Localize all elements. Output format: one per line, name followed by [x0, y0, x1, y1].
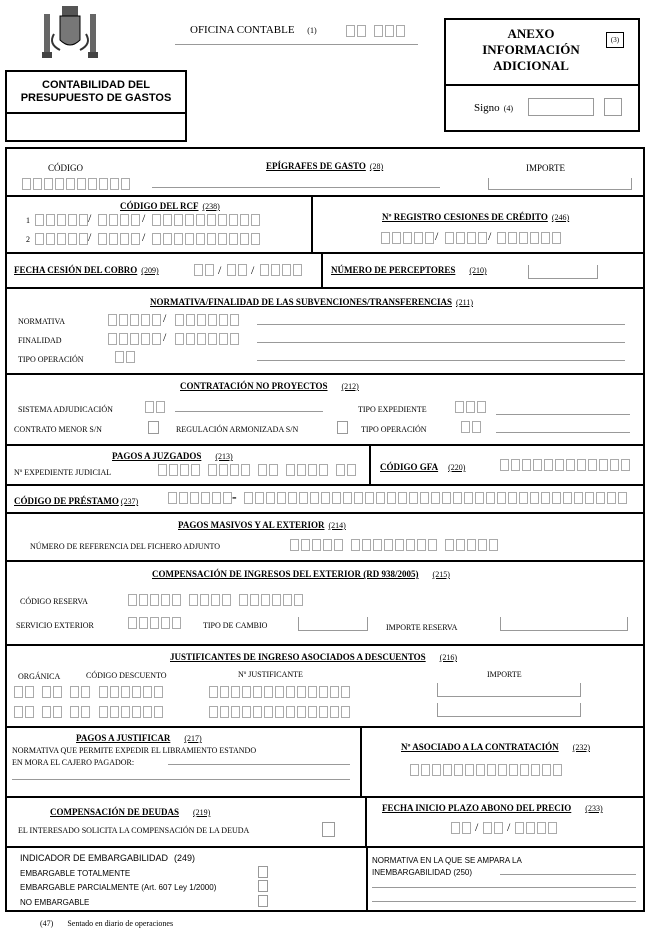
contabilidad-title: CONTABILIDAD DEL PRESUPUESTO DE GASTOS	[20, 79, 172, 104]
fecha-inicio-day[interactable]	[451, 822, 471, 834]
no-embargable-label: NO EMBARGABLE	[20, 898, 90, 907]
rcf-title: CÓDIGO DEL RCF (238)	[120, 201, 220, 211]
compensacion-deudas-title: COMPENSACIÓN DE DEUDAS (219)	[50, 807, 211, 817]
importe-reserva-label: IMPORTE RESERVA	[386, 623, 458, 632]
sistema-label: SISTEMA ADJUDICACIÓN	[18, 405, 113, 414]
normativa-label: NORMATIVA	[18, 317, 65, 326]
footer-note: (47) Sentado en diario de operaciones	[40, 919, 174, 928]
expediente-judicial-field[interactable]	[158, 464, 356, 476]
tipo-operacion-label: TIPO OPERACIÓN	[18, 355, 84, 364]
rcf-row1-c[interactable]	[152, 214, 260, 226]
justificante-label: Nº JUSTIFICANTE	[238, 670, 303, 679]
oficina-code-field[interactable]	[346, 25, 405, 37]
referencia-fichero-label: NÚMERO DE REFERENCIA DEL FICHERO ADJUNTO	[30, 542, 221, 551]
signo-check[interactable]	[604, 98, 622, 116]
cesiones-field-b[interactable]	[445, 232, 487, 244]
embargable-totalmente-check[interactable]	[258, 866, 268, 878]
epigrafes-importe-label: IMPORTE	[526, 163, 565, 173]
fecha-inicio-year[interactable]	[515, 822, 557, 834]
prestamo-field-b[interactable]	[244, 492, 627, 504]
gfa-field[interactable]	[500, 459, 630, 471]
epigrafes-codigo-label: CÓDIGO	[48, 163, 83, 173]
prestamo-field-a[interactable]	[168, 492, 232, 504]
justificantes-importe-row1[interactable]	[437, 683, 581, 697]
rcf-row1-a[interactable]	[35, 214, 88, 226]
no-embargable-check[interactable]	[258, 895, 268, 907]
fecha-cesion-month[interactable]	[227, 264, 247, 276]
rcf-row2-a[interactable]	[35, 233, 88, 245]
justificante-row1[interactable]	[209, 686, 350, 698]
coat-of-arms-logo	[40, 4, 100, 62]
pagos-justificar-title: PAGOS A JUSTIFICAR (217)	[76, 733, 202, 743]
justificantes-importe-row2[interactable]	[437, 703, 581, 717]
inembargabilidad-line2: INEMBARGABILIDAD (250)	[372, 868, 473, 877]
servicio-exterior-label: SERVICIO EXTERIOR	[16, 621, 94, 630]
pagos-justificar-text1: NORMATIVA QUE PERMITE EXPEDIR EL LIBRAMIENTO ESTANDO	[12, 746, 257, 755]
perceptores-field[interactable]	[528, 265, 598, 279]
fecha-cesion-year[interactable]	[260, 264, 302, 276]
tipo-operacion-field[interactable]	[115, 351, 135, 363]
normativa-title: NORMATIVA/FINALIDAD DE LAS SUBVENCIONES/TRANSFERENCIAS (211)	[150, 297, 474, 307]
finalidad-field-b[interactable]	[175, 333, 239, 345]
expediente-judicial-label: Nº EXPEDIENTE JUDICIAL	[14, 468, 112, 477]
anexo-num: (3)	[606, 32, 624, 48]
fecha-cesion-title: FECHA CESIÓN DEL COBRO (209)	[14, 265, 159, 275]
normativa-field-a[interactable]	[108, 314, 161, 326]
epigrafes-title: EPÍGRAFES DE GASTO (28)	[266, 161, 384, 171]
justificante-row2[interactable]	[209, 706, 350, 718]
prestamo-dash: -	[232, 490, 237, 505]
fecha-inicio-month[interactable]	[483, 822, 503, 834]
regulacion-label: REGULACIÓN ARMONIZADA S/N	[176, 425, 299, 434]
compensacion-deudas-text: EL INTERESADO SOLICITA LA COMPENSACIÓN DE LA DEUDA	[18, 826, 250, 835]
contratacion-tipo-op-field[interactable]	[461, 421, 481, 433]
fecha-inicio-title: FECHA INICIO PLAZO ABONO DEL PRECIO (233)	[382, 803, 603, 813]
cesiones-title: Nº REGISTRO CESIONES DE CRÉDITO (246)	[382, 212, 570, 222]
contrato-menor-label: CONTRATO MENOR S/N	[14, 425, 102, 434]
codigo-reserva-field[interactable]	[128, 594, 303, 606]
cesiones-field-c[interactable]	[497, 232, 561, 244]
tipo-expediente-label: TIPO EXPEDIENTE	[358, 405, 427, 414]
codigo-reserva-label: CÓDIGO RESERVA	[20, 597, 88, 606]
compensacion-deudas-check[interactable]	[322, 822, 335, 837]
juzgados-title: PAGOS A JUZGADOS (213)	[112, 451, 233, 461]
descuento-row2[interactable]	[99, 706, 163, 718]
asociado-title: Nº ASOCIADO A LA CONTRATACIÓN (232)	[401, 742, 590, 752]
oficina-label: OFICINA CONTABLE (1)	[190, 24, 317, 36]
compensacion-ingresos-title: COMPENSACIÓN DE INGRESOS DEL EXTERIOR (RD 938/2005) (215)	[152, 569, 450, 579]
perceptores-title: NÚMERO DE PERCEPTORES (210)	[331, 265, 487, 275]
anexo-title: ANEXO INFORMACIÓN ADICIONAL	[482, 26, 580, 73]
rcf-row2-label: 2	[26, 235, 30, 244]
descuento-row1[interactable]	[99, 686, 163, 698]
embargable-totalmente-label: EMBARGABLE TOTALMENTE	[20, 869, 131, 878]
organica-row1[interactable]	[14, 686, 90, 698]
gfa-title: CÓDIGO GFA (220)	[380, 462, 466, 472]
organica-row2[interactable]	[14, 706, 90, 718]
rcf-row2-c[interactable]	[152, 233, 260, 245]
epigrafes-importe-field[interactable]	[488, 178, 632, 190]
anexo-box	[444, 18, 640, 132]
signo-label: Signo (4)	[474, 102, 514, 114]
referencia-fichero-field[interactable]	[290, 539, 498, 551]
rcf-row2-b[interactable]	[98, 233, 140, 245]
signo-input[interactable]	[528, 98, 594, 116]
asociado-field[interactable]	[410, 764, 562, 776]
organica-label: ORGÁNICA	[18, 672, 61, 681]
finalidad-label: FINALIDAD	[18, 336, 62, 345]
embargable-parcialmente-label: EMBARGABLE PARCIALMENTE (Art. 607 Ley 1/2000)	[20, 883, 217, 892]
justificantes-title: JUSTIFICANTES DE INGRESO ASOCIADOS A DESCUENTOS (216)	[170, 652, 457, 662]
servicio-exterior-field[interactable]	[128, 617, 181, 629]
embargabilidad-title: INDICADOR DE EMBARGABILIDAD (249)	[20, 853, 196, 863]
contrato-menor-check[interactable]	[148, 421, 159, 434]
contratacion-title: CONTRATACIÓN NO PROYECTOS (212)	[180, 381, 359, 391]
rcf-row1-label: 1	[26, 216, 30, 225]
codigo-descuento-label: CÓDIGO DESCUENTO	[86, 671, 167, 680]
normativa-field-b[interactable]	[175, 314, 239, 326]
sistema-field[interactable]	[145, 401, 165, 413]
finalidad-field-a[interactable]	[108, 333, 161, 345]
pagos-justificar-text2: EN MORA EL CAJERO PAGADOR:	[12, 758, 135, 767]
justificantes-importe-label: IMPORTE	[487, 670, 522, 679]
rcf-row1-b[interactable]	[98, 214, 140, 226]
tipo-expediente-field[interactable]	[455, 401, 486, 413]
inembargabilidad-line-field[interactable]	[500, 874, 636, 875]
epigrafes-code-field[interactable]	[22, 178, 130, 190]
inembargabilidad-line1: NORMATIVA EN LA QUE SE AMPARA LA	[372, 856, 522, 865]
fecha-cesion-day[interactable]	[194, 264, 214, 276]
cesiones-field-a[interactable]	[381, 232, 434, 244]
prestamo-title: CÓDIGO DE PRÉSTAMO (237)	[14, 496, 139, 506]
tipo-cambio-field[interactable]	[298, 617, 368, 631]
contratacion-tipo-op-label: TIPO OPERACIÓN	[361, 425, 427, 434]
regulacion-check[interactable]	[337, 421, 348, 434]
embargable-parcialmente-check[interactable]	[258, 880, 268, 892]
tipo-cambio-label: TIPO DE CAMBIO	[203, 621, 268, 630]
epigrafes-description-line[interactable]	[152, 187, 440, 188]
masivos-title: PAGOS MASIVOS Y AL EXTERIOR (214)	[178, 520, 346, 530]
contabilidad-box	[5, 70, 187, 142]
importe-reserva-field[interactable]	[500, 617, 628, 631]
